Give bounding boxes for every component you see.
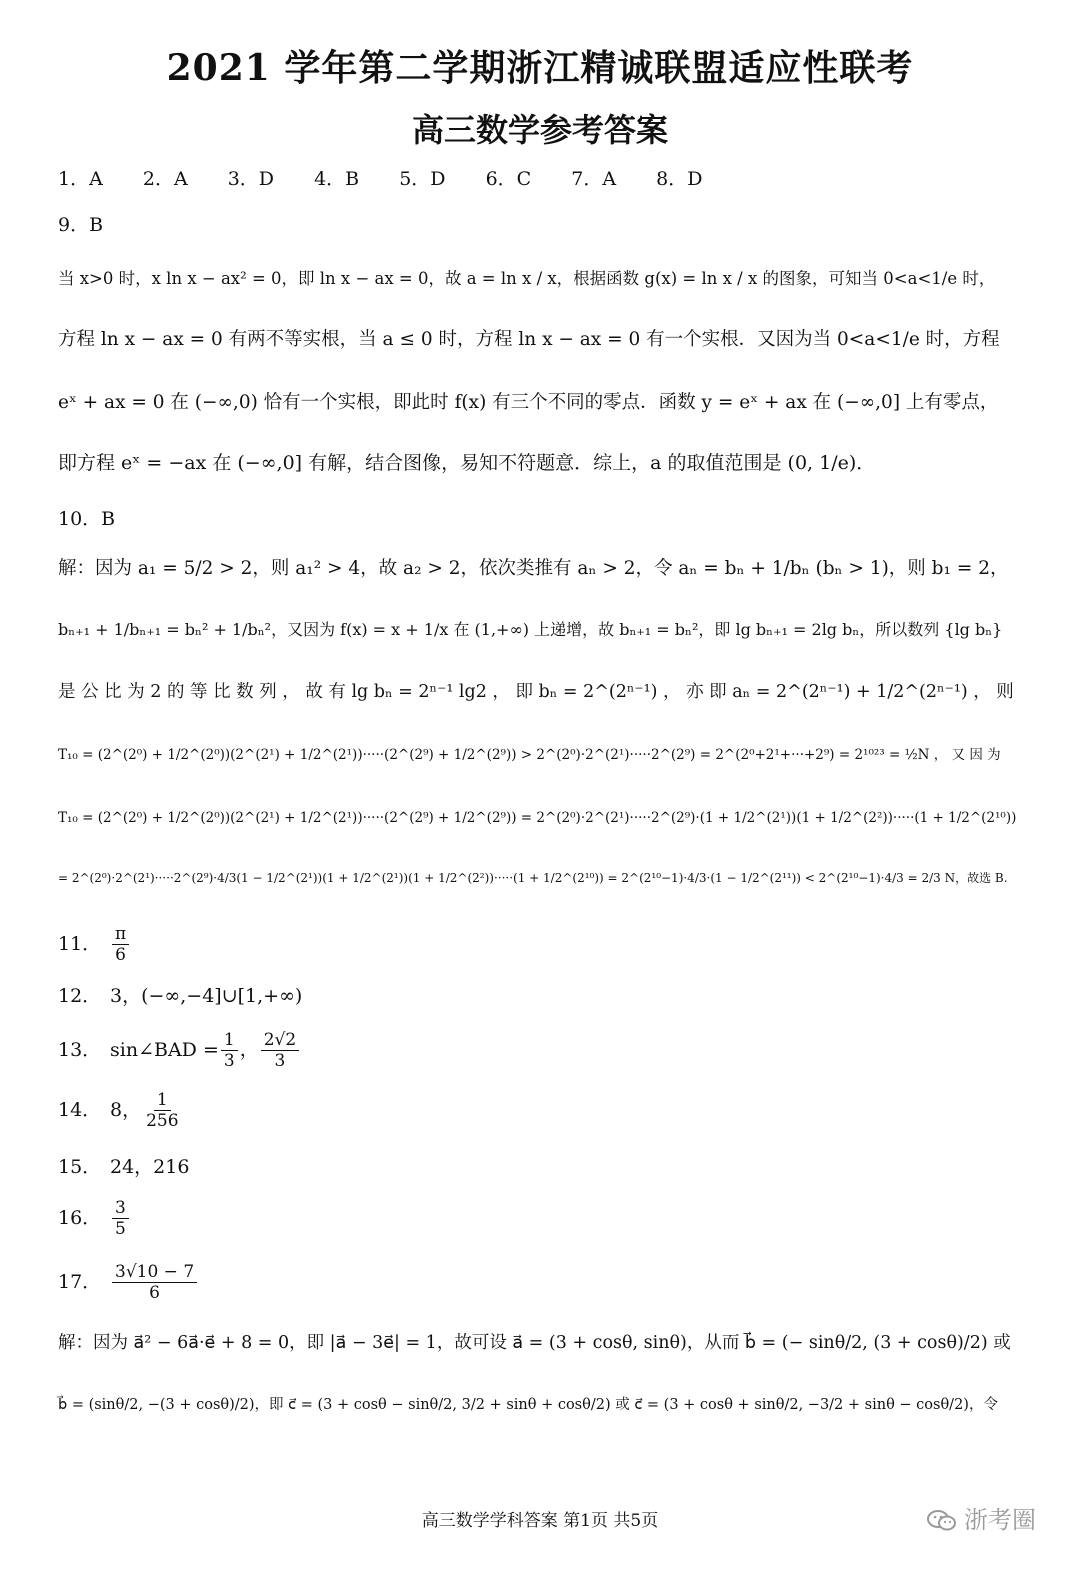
page-footer: 高三数学学科答案 第1页 共5页 [421,1511,659,1531]
q10-line-4: T₁₀ = (2^(2⁰) + 1/2^(2⁰))(2^(2¹) + 1/2^(2¹))·····(2^(2⁹) + 1/2^(2⁹)) > 2^(2⁰)·2^(2¹)·····2^(2⁹) = 2^(2⁰+2¹+···+2⁹) = 2¹⁰²³ = ½N ， 又 因 为 [58,747,1001,763]
answer-1: 1．A [58,168,103,190]
q9-label: 9．B [58,214,104,236]
fraction: $\frac{\pi}{6}$ [112,924,129,965]
q9-line-1: 当 x>0 时，x ln x − ax² = 0，即 ln x − ax = 0，故 a = ln x / x，根据函数 g(x) = ln x / x 的图象，可知当 0<a<1/e 时， [58,269,996,288]
q9-line-4: 即方程 eˣ = −ax 在 (−∞,0] 有解，结合图像，易知不符题意．综上，a 的取值范围是 (0, 1/e)． [58,452,876,474]
answer-16: 16． $\frac{3}{5}$ [58,1198,1022,1239]
q10-line-3: 是 公 比 为 2 的 等 比 数 列 ， 故 有 lg bₙ = 2ⁿ⁻¹ lg2 ， 即 bₙ = 2^(2ⁿ⁻¹) ， 亦 即 aₙ = 2^(2ⁿ⁻¹) + 1/2^(2ⁿ⁻¹) ， 则 [58,682,1014,702]
fraction: $\frac{3}{5}$ [112,1198,129,1239]
q10-label: 10．B [58,508,116,530]
answer-6: 6．C [485,168,532,190]
watermark [926,1500,1036,1535]
q10-line-1: 解：因为 a₁ = 5/2 > 2，则 a₁² > 4，故 a₂ > 2，依次类推有 aₙ > 2，令 aₙ = bₙ + 1/bₙ (bₙ > 1)，则 b₁ = 2， [58,558,1009,579]
answer-12: 12． 3，(−∞,−4]∪[1,+∞) [58,985,303,1007]
answer-8: 8．D [656,168,703,190]
answer-13: 13． sin∠BAD = $\frac{1}{3}$ ， $\frac{2√2}{3}$ [58,1030,1022,1071]
answer-17: 17． $\frac{3√10 - 7}{6}$ [58,1262,1022,1303]
q17-line-1: 解：因为 a⃗² − 6a⃗·e⃗ + 8 = 0，即 |a⃗ − 3e⃗| = 1，故可设 a⃗ = (3 + cosθ, sinθ)，从而 b⃗ = (− sinθ/2, (3 + cosθ)/2) 或 [58,1333,1011,1353]
q10-line-2: bₙ₊₁ + 1/bₙ₊₁ = bₙ² + 1/bₙ²，又因为 f(x) = x + 1/x 在 (1,+∞) 上递增，故 bₙ₊₁ = bₙ²，即 lg bₙ₊₁ = 2lg bₙ，所以数列 {lg bₙ} [58,620,1003,639]
answer-4: 4．B [314,168,360,190]
answer-15: 15． 24，216 [58,1156,190,1178]
answer-14: 14． 8， $\frac{1}{256}$ [58,1090,1022,1131]
q17-line-2: b⃗ = (sinθ/2, −(3 + cosθ)/2)，即 c⃗ = (3 + cosθ − sinθ/2, 3/2 + sinθ + cosθ/2) 或 c⃗ = (3 + cosθ + sinθ/2, −3/2 + sinθ − cosθ/2)，令 [58,1397,998,1413]
document-title: 2021 学年第二学期浙江精诚联盟适应性联考 [166,47,914,89]
fraction: $\frac{2√2}{3}$ [261,1030,299,1071]
document-subtitle: 高三数学参考答案 [411,111,668,149]
answer-5: 5．D [399,168,446,190]
answer-7: 7．A [571,168,617,190]
wechat-icon [926,1508,958,1534]
answer-3: 3．D [227,168,275,190]
answer-11: 11． $\frac{\pi}{6}$ [58,924,1022,965]
fraction: $\frac{3√10 - 7}{6}$ [112,1262,197,1303]
watermark-text: 浙考圈 [964,1506,1036,1534]
answer-2: 2．A [142,168,188,190]
fraction: $\frac{1}{256}$ [146,1090,179,1131]
fraction: $\frac{1}{3}$ [221,1030,238,1071]
q10-line-6: = 2^(2⁰)·2^(2¹)·····2^(2⁹)·4/3(1 − 1/2^(2¹))(1 + 1/2^(2¹))(1 + 1/2^(2²))·····(1 + 1/2^(2¹⁰)) = 2^(2¹⁰−1)·4/3·(1 − 1/2^(2¹¹)) < 2^(2¹⁰−1)·4/3 = 2/3 N，故选 B. [58,871,1008,885]
q10-line-5: T₁₀ = (2^(2⁰) + 1/2^(2⁰))(2^(2¹) + 1/2^(2¹))·····(2^(2⁹) + 1/2^(2⁹)) = 2^(2⁰)·2^(2¹)·····2^(2⁹)·(1 + 1/2^(2¹))(1 + 1/2^(2²))·····(1 + 1/2^(2¹⁰)) [58,810,1017,826]
q9-line-2: 方程 ln x − ax = 0 有两不等实根，当 a ≤ 0 时，方程 ln x − ax = 0 有一个实根．又因为当 0<a<1/e 时，方程 [58,329,1000,350]
choice-answers-row [58,166,1022,192]
q9-line-3: eˣ + ax = 0 在 (−∞,0) 恰有一个实根，即此时 f(x) 有三个不同的零点．函数 y = eˣ + ax 在 (−∞,0] 上有零点， [58,392,999,413]
